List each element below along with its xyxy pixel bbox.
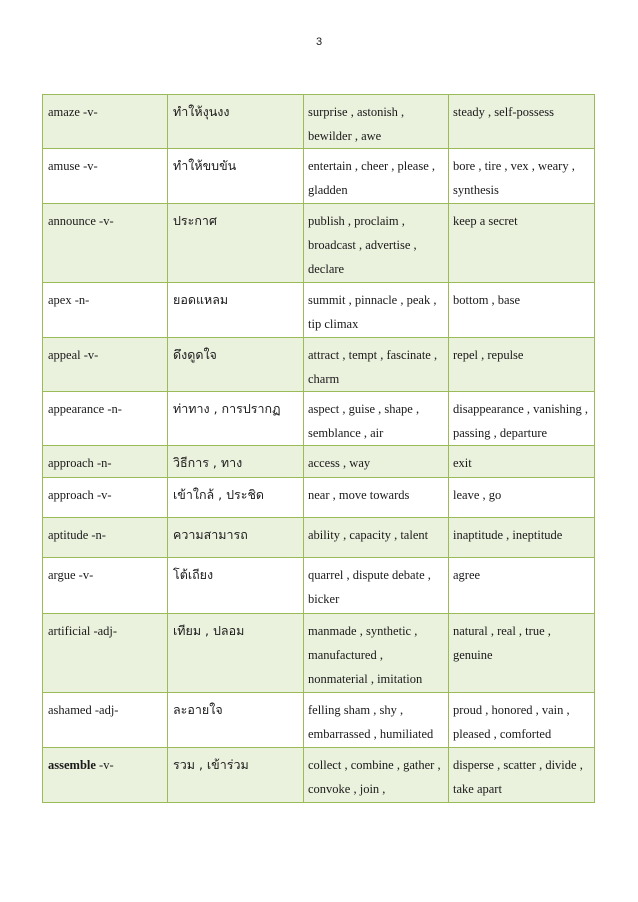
part-of-speech: -v- xyxy=(99,214,114,228)
antonyms: leave , go xyxy=(449,478,595,518)
part-of-speech: -n- xyxy=(96,456,112,470)
part-of-speech: -v- xyxy=(83,348,99,362)
synonyms: attract , tempt , fascinate , charm xyxy=(304,338,449,392)
headword-cell xyxy=(43,748,168,803)
headword-cell xyxy=(43,392,168,446)
part-of-speech: -adj- xyxy=(94,703,119,717)
headword-cell xyxy=(43,614,168,693)
synonyms: collect , combine , gather , convoke , join , xyxy=(304,748,449,803)
thai-meaning: ท่าทาง , การปรากฏ xyxy=(168,392,304,446)
antonyms: steady , self-possess xyxy=(449,95,595,149)
synonyms: surprise , astonish , bewilder , awe xyxy=(304,95,449,149)
part-of-speech: -v- xyxy=(96,488,112,502)
vocabulary-table xyxy=(42,94,595,803)
table-row xyxy=(43,392,595,446)
antonyms: inaptitude , ineptitude xyxy=(449,518,595,558)
page-number: 3 xyxy=(315,36,323,48)
thai-meaning: ประกาศ xyxy=(168,204,304,283)
headword: approach xyxy=(48,456,94,470)
table-row xyxy=(43,478,595,518)
thai-meaning: ดึงดูดใจ xyxy=(168,338,304,392)
antonyms: exit xyxy=(449,446,595,478)
headword-cell xyxy=(43,338,168,392)
antonyms: bore , tire , vex , weary , synthesis xyxy=(449,149,595,204)
synonyms: publish , proclaim , broadcast , advertise , declare xyxy=(304,204,449,283)
table-row xyxy=(43,748,595,803)
headword-cell xyxy=(43,446,168,478)
synonyms: summit , pinnacle , peak , tip climax xyxy=(304,283,449,338)
headword: announce xyxy=(48,214,96,228)
headword: approach xyxy=(48,488,94,502)
table-row xyxy=(43,283,595,338)
antonyms: repel , repulse xyxy=(449,338,595,392)
thai-meaning: รวม , เข้าร่วม xyxy=(168,748,304,803)
headword: amuse xyxy=(48,159,80,173)
table-row xyxy=(43,95,595,149)
table-row xyxy=(43,518,595,558)
part-of-speech: -v- xyxy=(78,568,94,582)
antonyms: disappearance , vanishing , passing , departure xyxy=(449,392,595,446)
headword: argue xyxy=(48,568,76,582)
synonyms: access , way xyxy=(304,446,449,478)
table-row xyxy=(43,693,595,748)
headword-cell xyxy=(43,204,168,283)
headword-cell xyxy=(43,149,168,204)
synonyms: felling sham , shy , embarrassed , humiliated xyxy=(304,693,449,748)
part-of-speech: -v- xyxy=(83,159,98,173)
thai-meaning: เทียม , ปลอม xyxy=(168,614,304,693)
headword: assemble xyxy=(48,758,96,772)
thai-meaning: เข้าใกล้ , ประชิด xyxy=(168,478,304,518)
headword-cell xyxy=(43,478,168,518)
table-row xyxy=(43,204,595,283)
headword: aptitude xyxy=(48,528,89,542)
table-row xyxy=(43,558,595,614)
thai-meaning: ทำให้ขบขัน xyxy=(168,149,304,204)
antonyms: agree xyxy=(449,558,595,614)
headword-cell xyxy=(43,558,168,614)
headword: apex xyxy=(48,293,72,307)
thai-meaning: ยอดแหลม xyxy=(168,283,304,338)
part-of-speech: -adj- xyxy=(93,624,118,638)
thai-meaning: ทำให้งุนงง xyxy=(168,95,304,149)
headword-cell xyxy=(43,693,168,748)
synonyms: quarrel , dispute debate , bicker xyxy=(304,558,449,614)
antonyms: bottom , base xyxy=(449,283,595,338)
headword: appearance xyxy=(48,402,105,416)
part-of-speech: -n- xyxy=(107,402,122,416)
synonyms: manmade , synthetic , manufactured , nonmaterial , imitation xyxy=(304,614,449,693)
synonyms: entertain , cheer , please , gladden xyxy=(304,149,449,204)
synonyms: aspect , guise , shape , semblance , air xyxy=(304,392,449,446)
headword: artificial xyxy=(48,624,91,638)
part-of-speech: -v- xyxy=(99,758,114,772)
antonyms: keep a secret xyxy=(449,204,595,283)
headword-cell xyxy=(43,518,168,558)
thai-meaning: ความสามารถ xyxy=(168,518,304,558)
thai-meaning: วิธีการ , ทาง xyxy=(168,446,304,478)
part-of-speech: -n- xyxy=(74,293,90,307)
thai-meaning: ละอายใจ xyxy=(168,693,304,748)
part-of-speech: -n- xyxy=(91,528,106,542)
part-of-speech: -v- xyxy=(83,105,98,119)
table-row xyxy=(43,338,595,392)
antonyms: disperse , scatter , divide , take apart xyxy=(449,748,595,803)
table-row xyxy=(43,446,595,478)
antonyms: natural , real , true , genuine xyxy=(449,614,595,693)
synonyms: ability , capacity , talent xyxy=(304,518,449,558)
headword-cell xyxy=(43,283,168,338)
headword: ashamed xyxy=(48,703,92,717)
headword-cell xyxy=(43,95,168,149)
table-row xyxy=(43,149,595,204)
headword: amaze xyxy=(48,105,80,119)
antonyms: proud , honored , vain , pleased , comforted xyxy=(449,693,595,748)
thai-meaning: โต้เถียง xyxy=(168,558,304,614)
synonyms: near , move towards xyxy=(304,478,449,518)
table-row xyxy=(43,614,595,693)
headword: appeal xyxy=(48,348,81,362)
